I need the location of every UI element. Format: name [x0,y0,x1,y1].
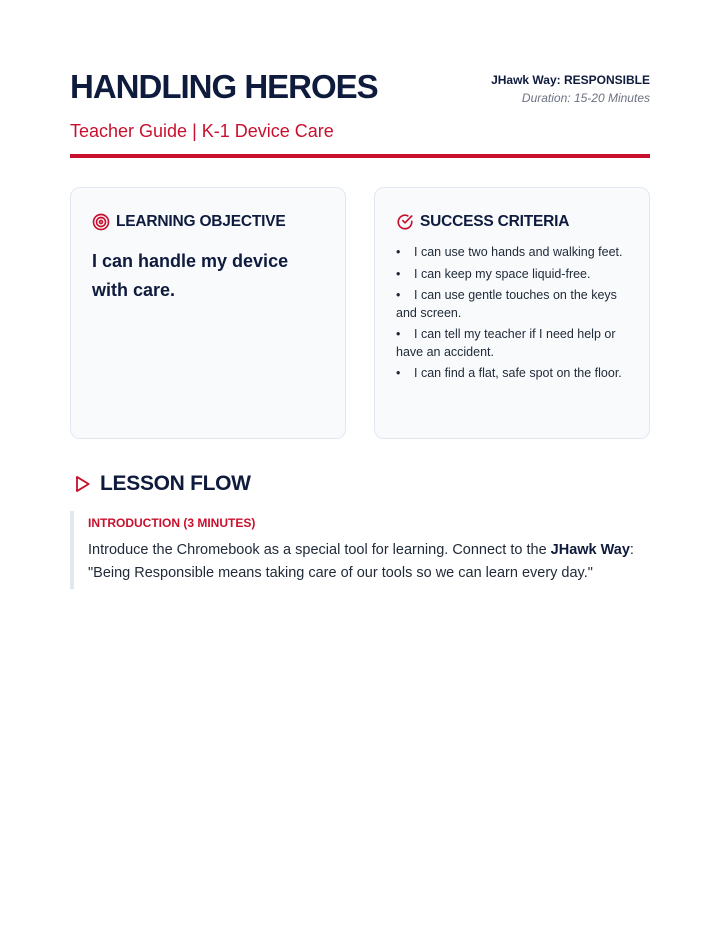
jhawk-way-label: JHawk Way: RESPONSIBLE [491,73,650,87]
check-circle-icon [396,213,414,231]
step-text [88,539,650,585]
list-item [396,326,628,361]
list-item [396,287,628,322]
document-header [70,0,650,158]
page-subtitle: Teacher Guide | K-1 Device Care [70,121,334,141]
lesson-flow-header [70,469,650,499]
list-item [396,244,628,262]
step-text-part: Introduce the Chromebook as a special tool for learning. Connect to the [88,542,551,558]
lesson-flow-section [70,469,650,589]
step-label: INTRODUCTION (3 MINUTES) [88,516,256,530]
learning-objective-text: I can handle my device with care. [92,251,289,300]
play-icon [72,474,92,494]
learning-objective-header [92,212,324,232]
page-title: HANDLING HEROES [70,68,378,105]
list-item [396,365,628,383]
objective-criteria-row [70,187,650,439]
duration-label: Duration: 15-20 Minutes [521,91,650,105]
bullet-icon: • [396,245,401,259]
success-criteria-header [396,212,628,232]
learning-objective-title: LEARNING OBJECTIVE [116,213,286,230]
criteria-item-text: I can tell my teacher if I need help or have an accident. [396,327,616,359]
success-criteria-title: SUCCESS CRITERIA [420,213,570,230]
bullet-icon: • [396,288,401,302]
criteria-item-text: I can keep my space liquid-free. [414,266,591,281]
criteria-item-text: I can use gentle touches on the keys and screen. [396,288,617,320]
bullet-icon: • [396,327,401,341]
learning-objective-card [70,187,346,439]
bullet-icon: • [396,366,401,380]
lesson-step-introduction [70,511,650,589]
criteria-item-text: I can use two hands and walking feet. [414,245,623,259]
success-criteria-card [374,187,650,439]
step-text-part: : "Being Responsible means taking care of our tools so we can learn every day." [88,542,634,581]
step-text-bold: JHawk Way [550,542,630,558]
target-icon [92,213,110,231]
lesson-flow-title: LESSON FLOW [100,472,251,495]
bullet-icon: • [396,266,401,281]
list-item [396,266,628,284]
success-criteria-list [396,244,628,383]
criteria-item-text: I can find a flat, safe spot on the floor. [414,366,622,380]
lesson-meta [491,72,650,106]
